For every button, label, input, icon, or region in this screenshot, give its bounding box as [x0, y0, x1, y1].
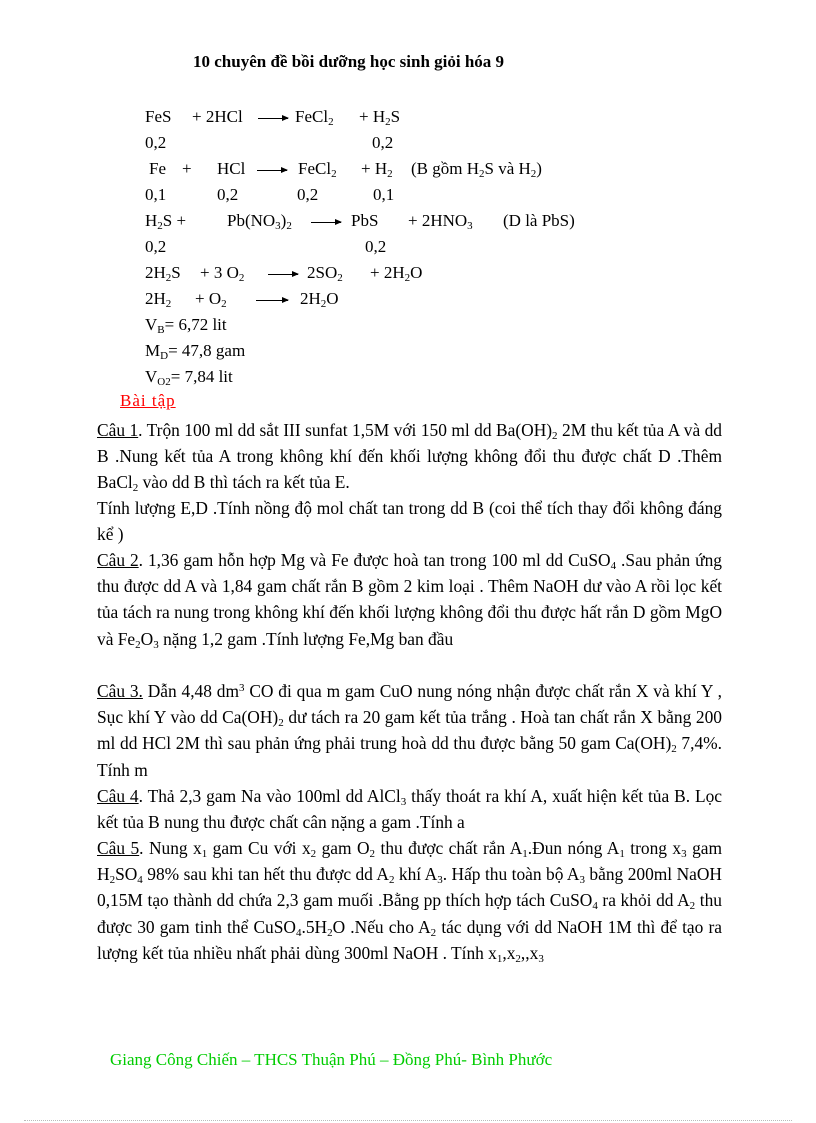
- result-md: $M_D= 47,8$ gam: [145, 341, 246, 362]
- page-border: [24, 1120, 792, 1121]
- exercises-heading: Bài tập: [120, 391, 176, 410]
- reaction-arrow: [256, 300, 288, 301]
- reaction-arrow: [268, 274, 298, 275]
- reaction-arrow: [258, 118, 288, 119]
- page-title: 10 chuyên đề bồi dưỡng học sinh giỏi hóa 9: [193, 52, 505, 71]
- question-label: Câu 3.: [97, 681, 143, 701]
- question-label: Câu 2: [97, 550, 139, 570]
- page-footer: Giang Công Chiến – THCS Thuận Phú – Đồng Phú- Bình Phước: [110, 1050, 553, 1069]
- question-5: Câu 5. Nung $x_1$ gam Cu với $x_2$ gam $O_2$ thu được chất rắn $A_1.Đun$ nóng $A_1$ trong $x_3$ gam $H_2SO_4$ 98% sau khi tan hết thu được dd $A_2$ khí $A_3$. Hấp thu toàn bộ $A_3$ bằng 200ml NaOH 0,15M tạo thành dd chứa 2,3 gam muối .Bằng pp thích hợp tách CuSO$_4$ ra khỏi dd $A_2$ thu được 30 gam tinh thể $CuSO_4.5H_2O$ .Nếu cho $A_2$ tác dụng với dd NaOH 1M thì để tạo ra lượng kết tủa nhiều nhất phải dùng 300ml NaOH . Tính $x_1,x_2,,x_3$: [97, 838, 723, 965]
- result-vo2: $V_{O2}= 7,84$ lit: [145, 367, 233, 388]
- reaction-arrow: [257, 170, 287, 171]
- question-3: Câu 3. Dẫn 4,48 $dm^3$ CO đi qua m gam CuO nung nóng nhận được chất rắn X và khí Y , Sục khí Y vào dd $Ca(OH)_2$ dư tách ra 20 gam kết tủa trắng . Hoà tan chất rắn X bằng 200 ml dd HCl 2M thì sau phản ứng phải trung hoà dd thu được bằng 50 gam $Ca(OH)_2$ 7,4%. Tính m: [97, 681, 722, 780]
- question-1: Câu 1. Trộn 100 ml dd sắt III sunfat 1,5M với 150 ml dd $Ba(OH)_2$ 2M thu kết tủa A và dd B .Nung kết tủa A trong không khí đến khối lượng không đổi thu được chất D .Thêm BaCl$_2$ vào dd B thì tách ra kết tủa E.: [97, 420, 723, 495]
- question-1-task: Tính lượng E,D .Tính nồng độ mol chất tan trong dd B (coi thể tích thay đổi không đáng kể ): [97, 498, 722, 545]
- reaction-arrow: [311, 222, 341, 223]
- question-label: Câu 1: [97, 420, 139, 440]
- question-label: Câu 4: [97, 786, 139, 806]
- result-vb: $V_B= 6,72$ lit: [145, 315, 227, 336]
- question-label: Câu 5: [97, 838, 140, 858]
- question-2: Câu 2. 1,36 gam hỗn hợp Mg và Fe được hoà tan trong 100 ml dd CuSO$_4$ .Sau phản ứng thu được dd A và 1,84 gam chất rắn B gồm 2 kim loại . Thêm NaOH dư vào A rồi lọc kết tủa tách ra nung trong không khí đến khối lượng không đổi thu được hất rắn D gồm MgO và $Fe_2O_3$ nặng 1,2 gam .Tính lượng Fe,Mg ban đầu: [97, 550, 722, 651]
- question-4: Câu 4. Thả 2,3 gam Na vào 100ml dd AlCl$_3$ thấy thoát ra khí A, xuất hiện kết tủa B. Lọc kết tủa B nung thu được chất cân nặng a gam .Tính a: [97, 786, 722, 833]
